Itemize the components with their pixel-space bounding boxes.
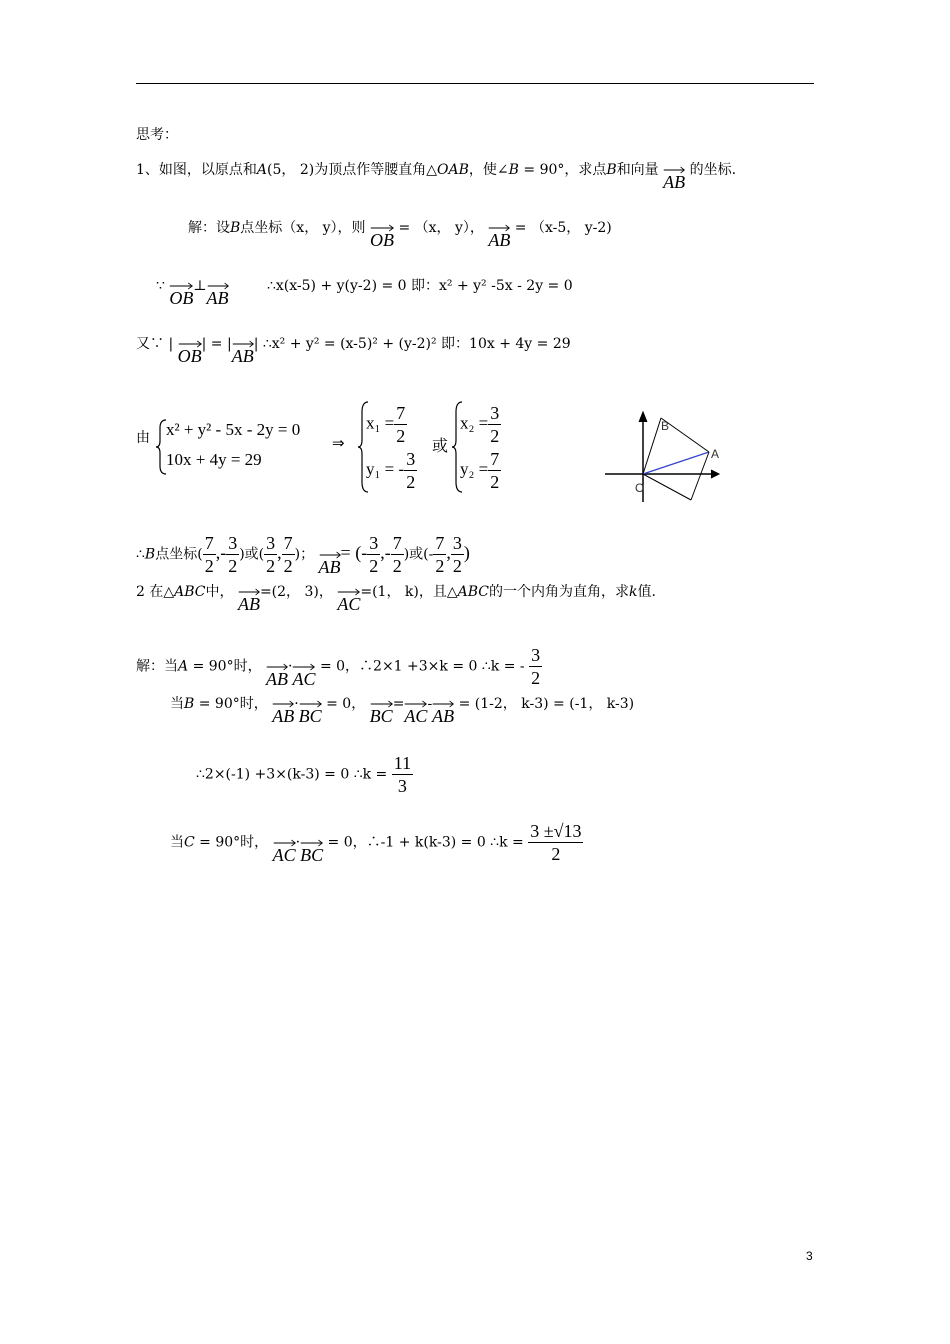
vector-ab: AB xyxy=(207,283,229,307)
or-word: 或 xyxy=(432,436,449,455)
think-heading: 思考： xyxy=(136,127,178,143)
vector-bc: BC xyxy=(300,840,323,864)
vector-bc: BC xyxy=(370,701,393,725)
q2-case-a: 解：当A = 90°时， AB· AC = 0，∴2×1 +3×k = 0 ∴k = - $\frac{3}{2}$ xyxy=(136,645,541,689)
solution-y2: y₂ = $\frac{7}{2}$ xyxy=(460,449,500,492)
solution-y1: y₁ = - $\frac{3}{2}$ xyxy=(366,449,416,492)
vector-bc: BC xyxy=(299,701,322,725)
coordinate-figure xyxy=(605,408,725,504)
vector-ob: OB xyxy=(169,283,193,307)
vector-ab: AB xyxy=(432,701,454,725)
label-o: O xyxy=(635,481,645,495)
header-rule xyxy=(136,83,814,84)
vector-ab: AB xyxy=(663,167,685,191)
vector-ac: AC xyxy=(337,589,360,613)
solution-x1: x₁ = $\frac{7}{2}$ xyxy=(366,403,406,446)
vector-ac: AC xyxy=(404,701,427,725)
vector-ac: AC xyxy=(292,664,315,688)
equation-1: x² + y² - 5x - 2y = 0 xyxy=(166,420,301,439)
vector-ab: AB xyxy=(488,225,510,249)
vector-ac: AC xyxy=(273,840,296,864)
q1-solution-line3: 又∵ | OB| = | AB| ∴x² + y² = (x-5)² + (y-2)² 即：10x + 4y = 29 xyxy=(136,336,571,366)
implies-arrow: ⇒ xyxy=(332,436,345,452)
solution-x2: x₂ = $\frac{3}{2}$ xyxy=(460,403,500,446)
vector-ab: AB xyxy=(238,589,260,613)
label-a: A xyxy=(711,447,720,461)
q1-solution-line1: 解：设B点坐标（x， y），则 OB = （x， y）， AB = （x-5， y-2) xyxy=(188,220,612,250)
q2-stem: 2 在△ABC中， AB=(2， 3)， AC=(1， k)，且△ABC的一个内角为直角，求k值. xyxy=(136,584,656,614)
q1-answer: ∴B点坐标( $\frac{7}{2}$ ,- $\frac{3}{2}$ )或( $\frac{3}{2}$ , $\frac{7}{2}$ )； AB= (- $\frac{3}{2}$ ,- $\frac{7}{2}$ )或(- $\frac{7}{2}$ , $\frac{3}{2}$ ) xyxy=(136,533,470,577)
q2-case-c: 当C = 90°时， AC· BC = 0，∴-1 + k(k-3) = 0 ∴k = $\frac{3 \pm√13}{2}$ xyxy=(170,821,582,865)
vector-ob: OB xyxy=(178,341,202,365)
equation-2: 10x + 4y = 29 xyxy=(166,450,262,469)
vector-ab: AB xyxy=(266,664,288,688)
q1-stem: 1、如图，以原点和A(5， 2)为顶点作等腰直角△OAB，使∠B = 90°，求点B和向量 AB 的坐标. xyxy=(136,162,737,192)
q2-case-b-result: ∴2×(-1) +3×(k-3) = 0 ∴k = $\frac{11}{3}$ xyxy=(196,753,412,796)
vector-ab: AB xyxy=(319,552,341,576)
page-number: 3 xyxy=(806,1249,813,1263)
q2-case-b: 当B = 90°时， AB· BC = 0， BC= AC- AB = (1-2， k-3) = (-1， k-3) xyxy=(170,696,635,726)
system-prefix: 由 xyxy=(136,430,150,446)
label-b: B xyxy=(661,419,670,433)
q1-solution-line2: ∵ OB⊥ AB ∴x(x-5) + y(y-2) = 0 即：x² + y² -5x - 2y = 0 xyxy=(156,278,573,308)
vector-ab: AB xyxy=(272,701,294,725)
vector-ab: AB xyxy=(232,341,254,365)
vector-ob: OB xyxy=(370,225,394,249)
